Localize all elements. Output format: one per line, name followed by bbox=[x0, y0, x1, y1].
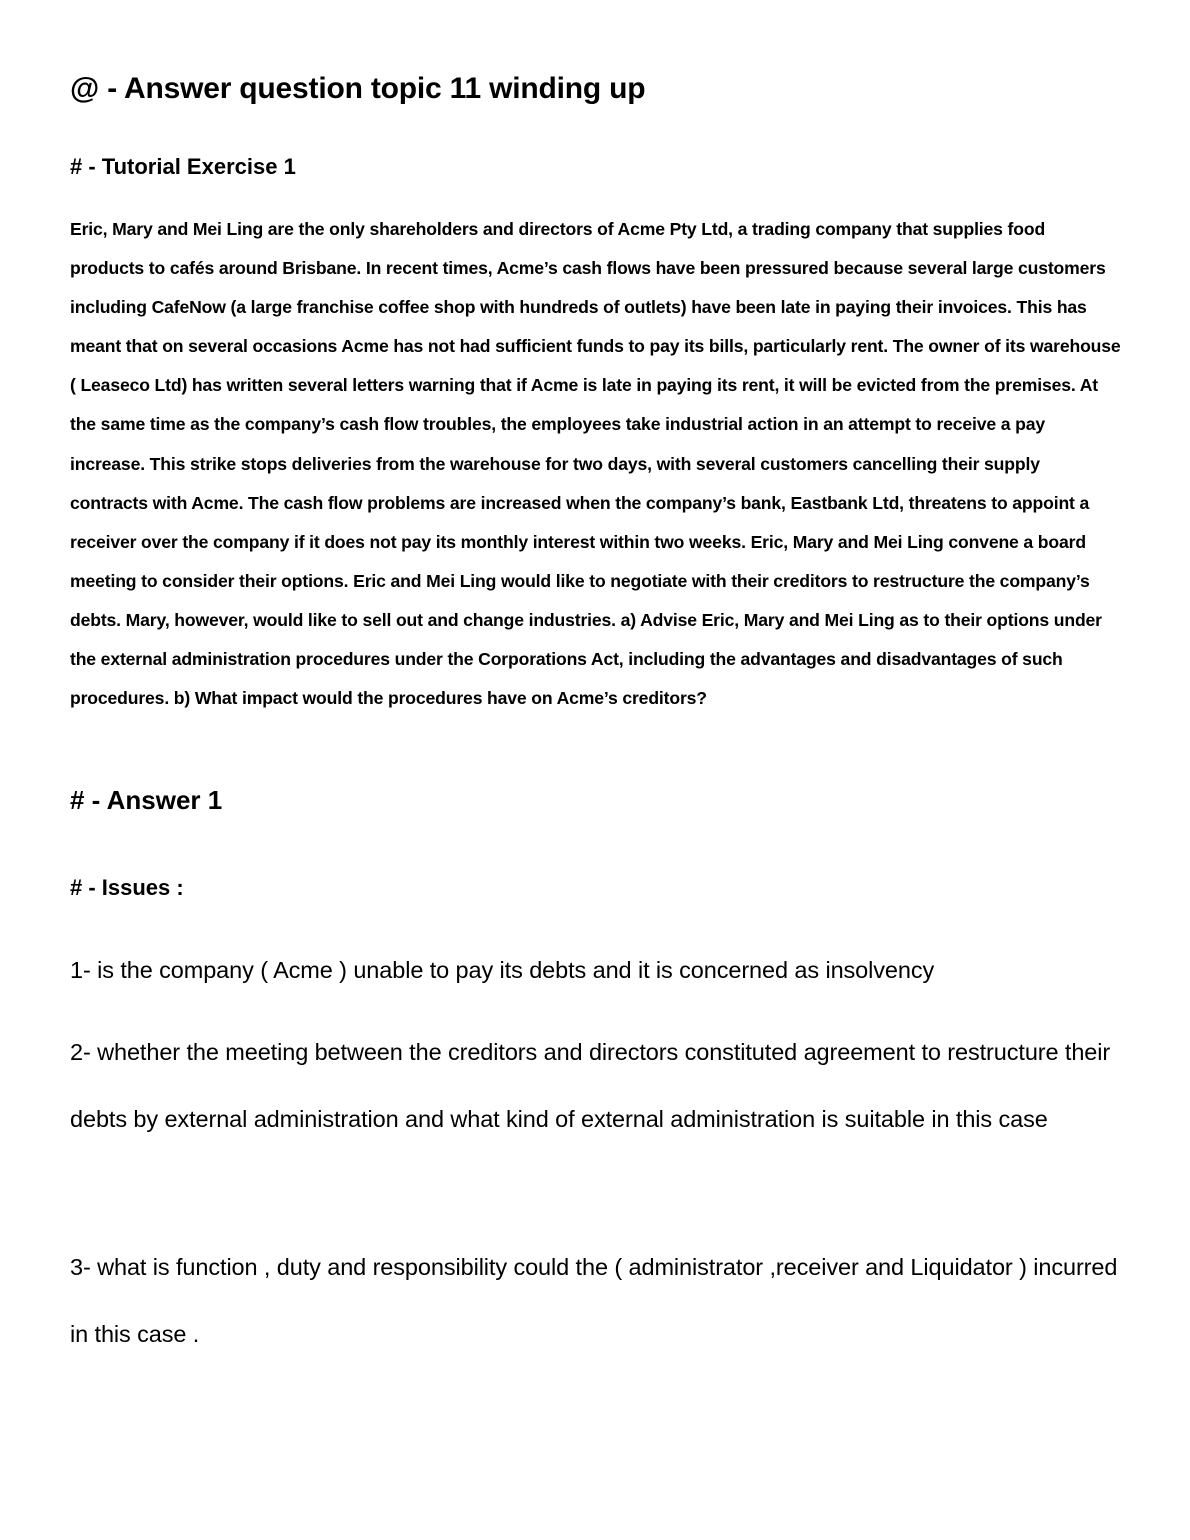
issue-item: 3- what is function , duty and responsibility could the ( administrator ,receiver and Liquidator ) incurred in this case . bbox=[70, 1254, 1118, 1347]
issue-item: 1- is the company ( Acme ) unable to pay its debts and it is concerned as insolvency bbox=[70, 957, 935, 983]
issues-heading: # - Issues : bbox=[70, 875, 184, 900]
issue-item: 2- whether the meeting between the creditors and directors constituted agreement to restructure their debts by external administration and what kind of external administration is suitable in this case bbox=[70, 1039, 1111, 1132]
document-title: @ - Answer question topic 11 winding up bbox=[70, 72, 646, 105]
exercise-heading: # - Tutorial Exercise 1 bbox=[70, 154, 296, 179]
answer-heading: # - Answer 1 bbox=[70, 785, 223, 815]
question-paragraph: Eric, Mary and Mei Ling are the only shareholders and directors of Acme Pty Ltd, a trading company that supplies food products to cafés around Brisbane. In recent times, Acme’s cash flows have been pressured because several large customers including CafeNow (a large franchise coffee shop with hundreds of outlets) have been late in paying their invoices. This has meant that on several occasions Acme has not had sufficient funds to pay its bills, particularly rent. The owner of its warehouse ( Leaseco Ltd) has written several letters warning that if Acme is late in paying its rent, it will be evicted from the premises. At the same time as the company’s cash flow troubles, the employees take industrial action in an attempt to receive a pay increase. This strike stops deliveries from the warehouse for two days, with several customers cancelling their supply contracts with Acme. The cash flow problems are increased when the company’s bank, Eastbank Ltd, threatens to appoint a receiver over the company if it does not pay its monthly interest within two weeks. Eric, Mary and Mei Ling convene a board meeting to consider their options. Eric and Mei Ling would like to negotiate with their creditors to restructure the company’s debts. Mary, however, would like to sell out and change industries. a) Advise Eric, Mary and Mei Ling as to their options under the external administration procedures under the Corporations Act, including the advantages and disadvantages of such procedures. b) What impact would the procedures have on Acme’s creditors? bbox=[70, 219, 1121, 709]
